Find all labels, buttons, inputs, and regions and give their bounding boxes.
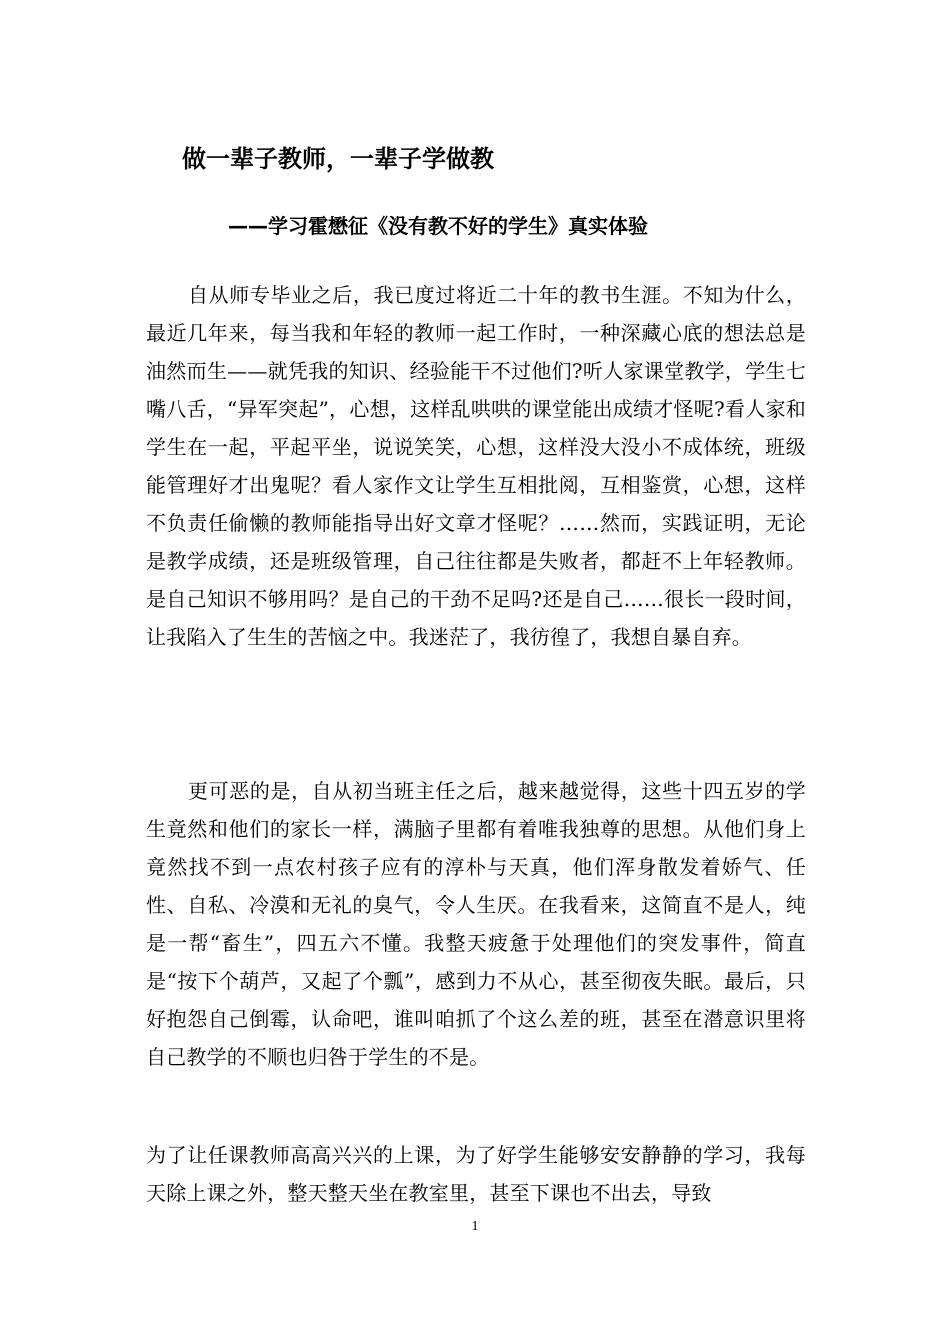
document-subtitle: ——学习霍懋征《没有教不好的学生》真实体验 xyxy=(228,214,648,238)
page-number: 1 xyxy=(471,1219,479,1234)
paragraph-2: 更可恶的是，自从初当班主任之后，越来越觉得，这些十四五岁的学生竟然和他们的家长一样，满脑子里都有着唯我独尊的思想。从他们身上竟然找不到一点农村孩子应有的淳朴与天真，他们浑身散发着娇气、任性、自私、冷漠和无礼的臭气，令人生厌。在我看来，这简直不是人，纯是一帮“畜生”，四五六不懂。我整天疲惫于处理他们的突发事件，简直是“按下个葫芦，又起了个瓢”，感到力不从心，甚至彻夜失眠。最后，只好抱怨自己倒霉，认命吧，谁叫咱抓了个这么差的班，甚至在潜意识里将自己教学的不顺也归咎于学生的不是。 xyxy=(146,779,806,1069)
document-title: 做一辈子教师，一辈子学做教 xyxy=(182,145,494,173)
paragraph-1: 自从师专毕业之后，我已度过将近二十年的教书生涯。不知为什么，最近几年来，每当我和年轻的教师一起工作时，一种深藏心底的想法总是油然而生——就凭我的知识、经验能干不过他们?听人家课堂教学，学生七嘴八舌，“异军突起”，心想，这样乱哄哄的课堂能出成绩才怪呢?看人家和学生在一起，平起平坐，说说笑笑，心想，这样没大没小不成体统，班级能管理好才出鬼呢？看人家作文让学生互相批阅，互相鉴赏，心想，这样不负责任偷懒的教师能指导出好文章才怪呢？……然而，实践证明，无论是教学成绩，还是班级管理，自己往往都是失败者，都赶不上年轻教师。是自己知识不够用吗？是自己的干劲不足吗?还是自己……很长一段时间，让我陷入了生生的苦恼之中。我迷茫了，我彷徨了，我想自暴自弃。 xyxy=(146,283,806,649)
paragraph-3: 为了让任课教师高高兴兴的上课，为了好学生能够安安静静的学习，我每天除上课之外，整天整天坐在教室里，甚至下课也不出去，导致 xyxy=(146,1143,806,1205)
